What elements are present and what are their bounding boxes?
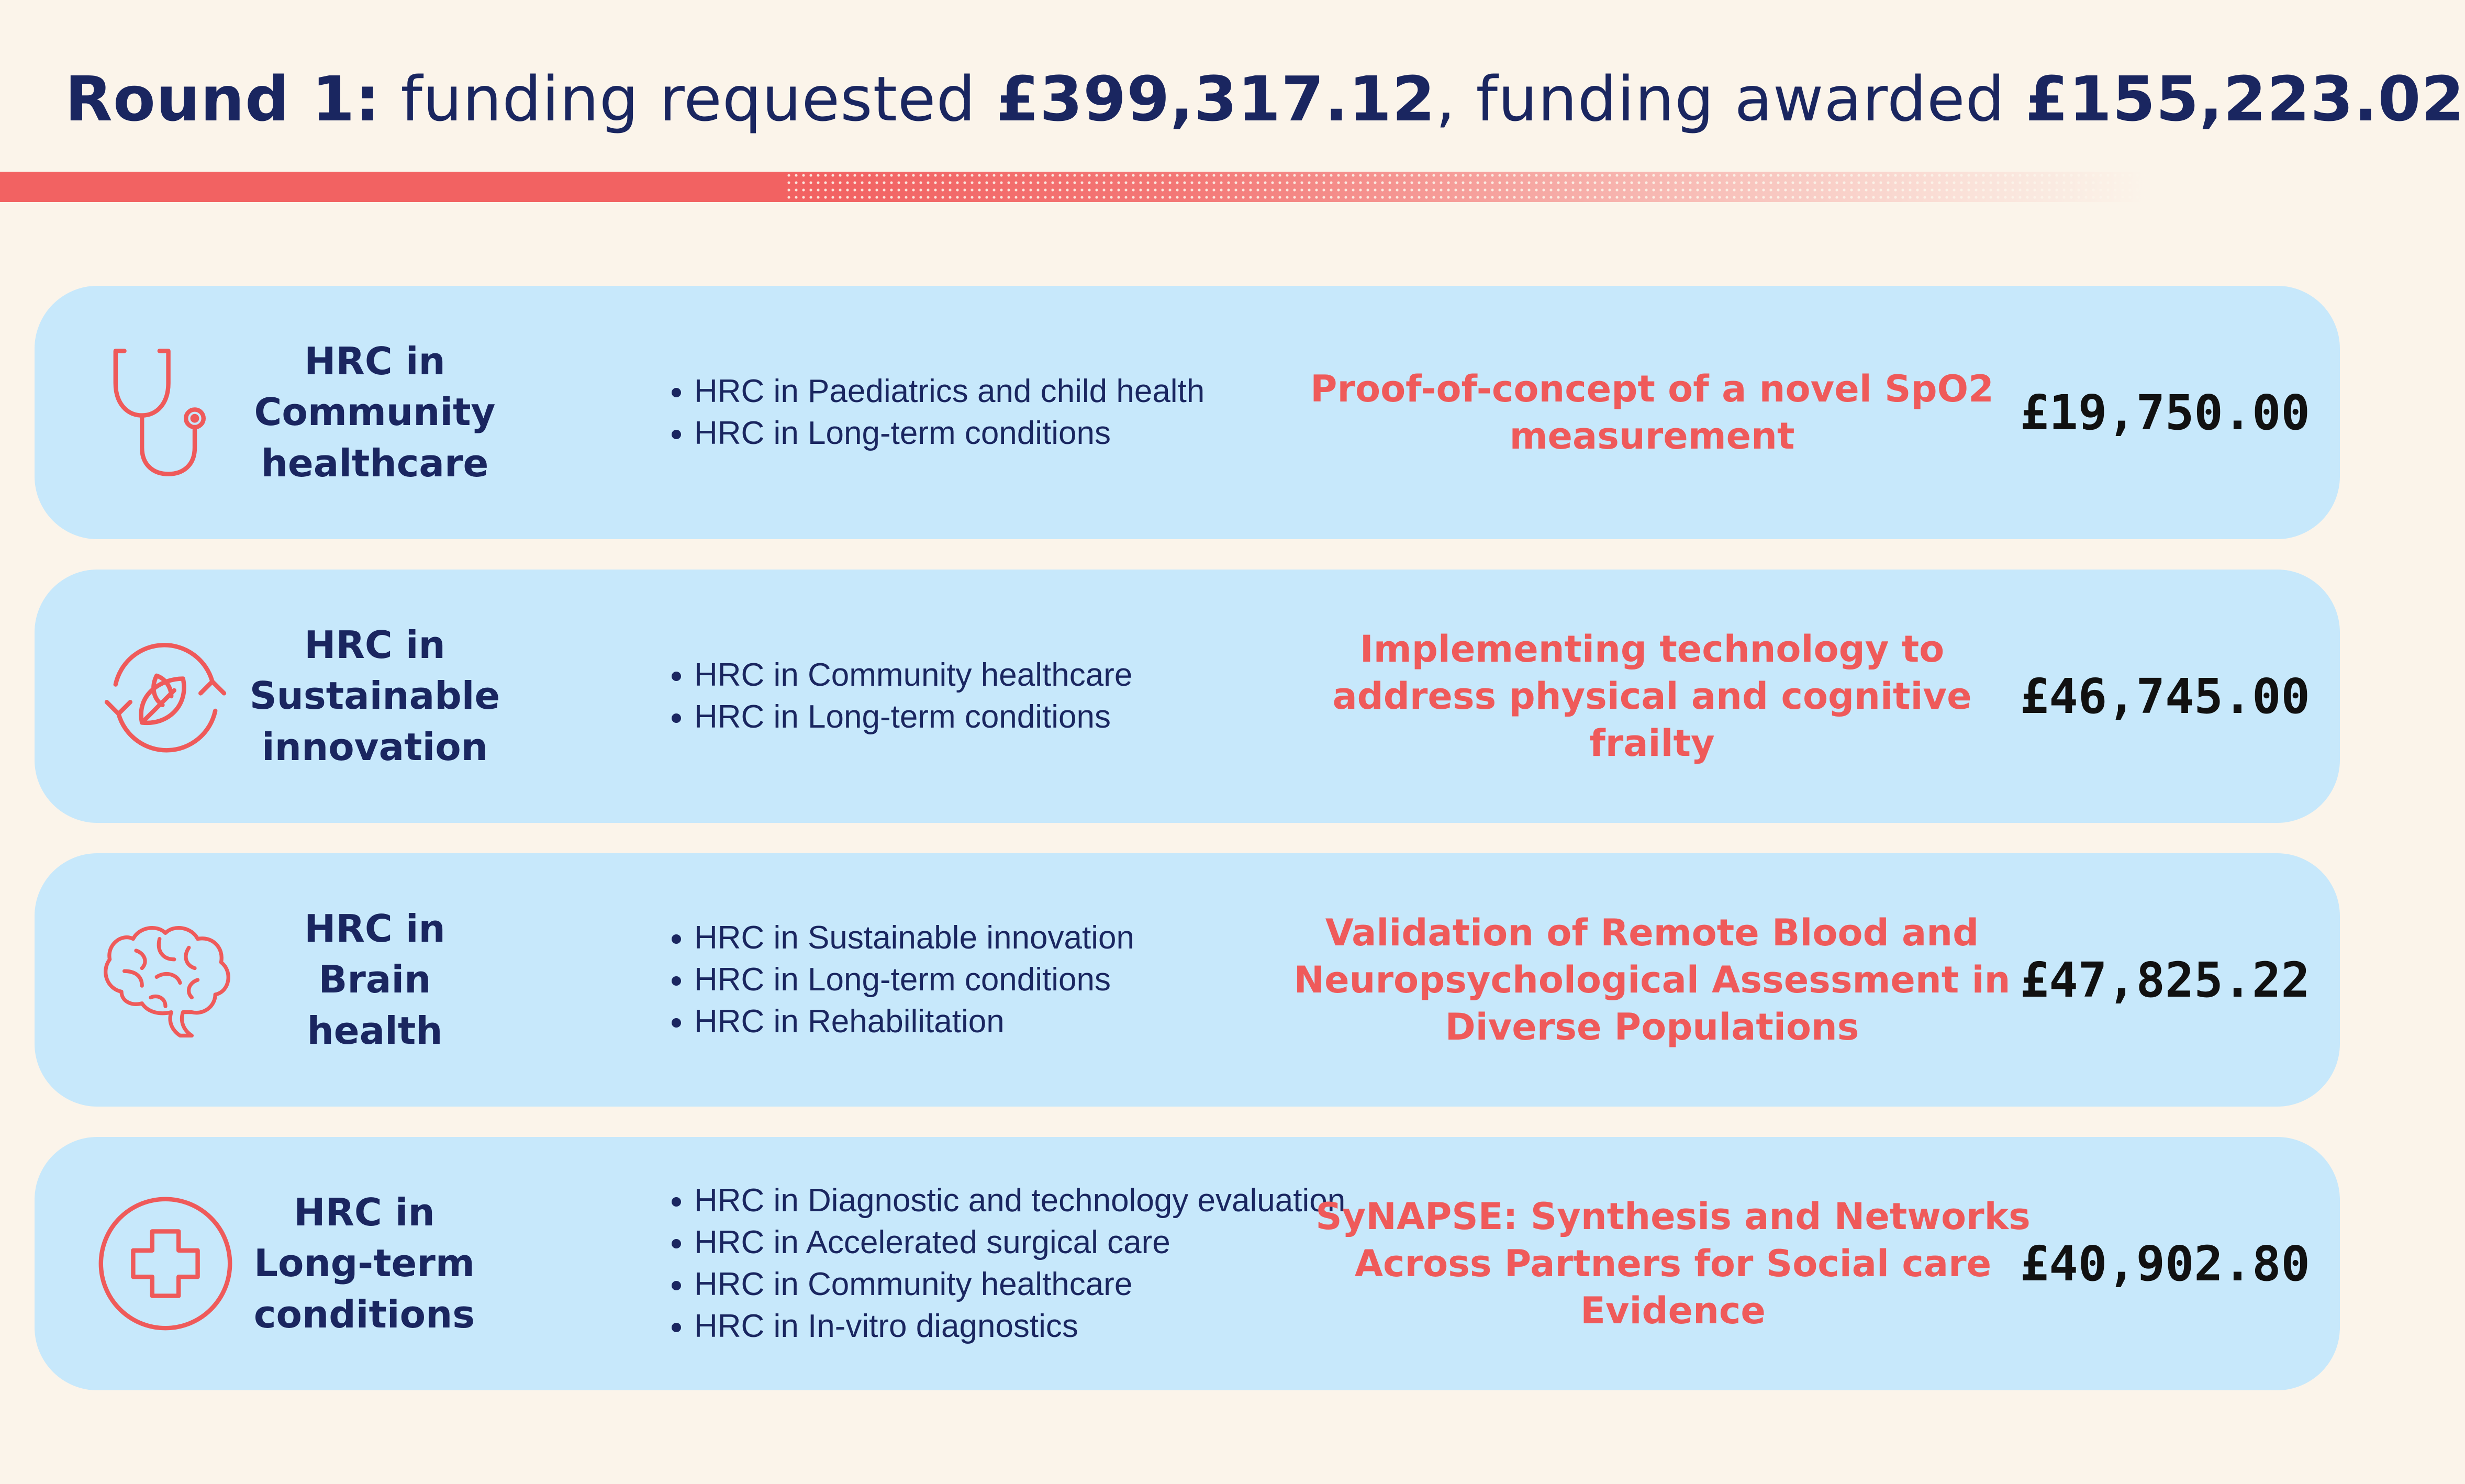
list-item: • HRC in Long-term conditions [694,959,1134,1001]
funding-amount: £40,902.80 [2020,1235,2310,1292]
list-item: • HRC in Long-term conditions [694,412,1204,454]
list-item: • HRC in Sustainable innovation [694,917,1134,959]
title-separator: , [1435,63,1456,135]
category-title: HRC in Long-term conditions [253,1190,475,1336]
project-card-sustainable-innovation [35,570,2340,823]
stethoscope-icon [92,339,239,486]
project-title: Proof-of-concept of a novel SpO2 measurement [1310,367,1994,458]
header-divider-texture [785,172,2146,202]
list-item: • HRC in Paediatrics and child health [694,371,1204,412]
project-title: Validation of Remote Blood and Neuropsychological Assessment in Diverse Populations [1293,911,2011,1048]
leaf-cycle-icon [92,623,239,769]
funding-amount: £19,750.00 [2020,384,2310,441]
list-item: • HRC in Community healthcare [694,654,1132,696]
project-title: Implementing technology to address physical and cognitive frailty [1332,628,1972,765]
medical-cross-icon [92,1190,239,1337]
project-title: SyNAPSE: Synthesis and Networks Across Partners for Social care Evidence [1315,1195,2031,1332]
project-card-brain-health [35,853,2340,1107]
project-card-community-healthcare [35,286,2340,539]
awarded-amount: £155,223.02 [2025,63,2465,135]
list-item: • HRC in Rehabilitation [694,1001,1134,1043]
funding-amount: £47,825.22 [2020,952,2310,1008]
related-areas [663,1137,1396,1390]
category-title: HRC in Community healthcare [254,339,496,485]
project-card-long-term-conditions [35,1137,2340,1390]
category-title: HRC in Brain health [304,907,445,1053]
brain-icon [92,907,239,1053]
requested-amount: £399,317.12 [996,63,1436,135]
list-item: • HRC in Diagnostic and technology evaluation [694,1180,1345,1222]
category-title: HRC in Sustainable innovation [249,623,500,769]
funding-amount: £46,745.00 [2020,668,2310,724]
list-item: • HRC in Community healthcare [694,1264,1345,1306]
list-item: • HRC in Long-term conditions [694,696,1132,738]
awarded-text: funding awarded [1476,63,2005,135]
page-title [65,63,2465,135]
list-item: • HRC in In-vitro diagnostics [694,1306,1345,1347]
requested-text: funding requested [400,63,976,135]
list-item: • HRC in Accelerated surgical care [694,1222,1345,1264]
round-label: Round 1: [65,63,381,135]
